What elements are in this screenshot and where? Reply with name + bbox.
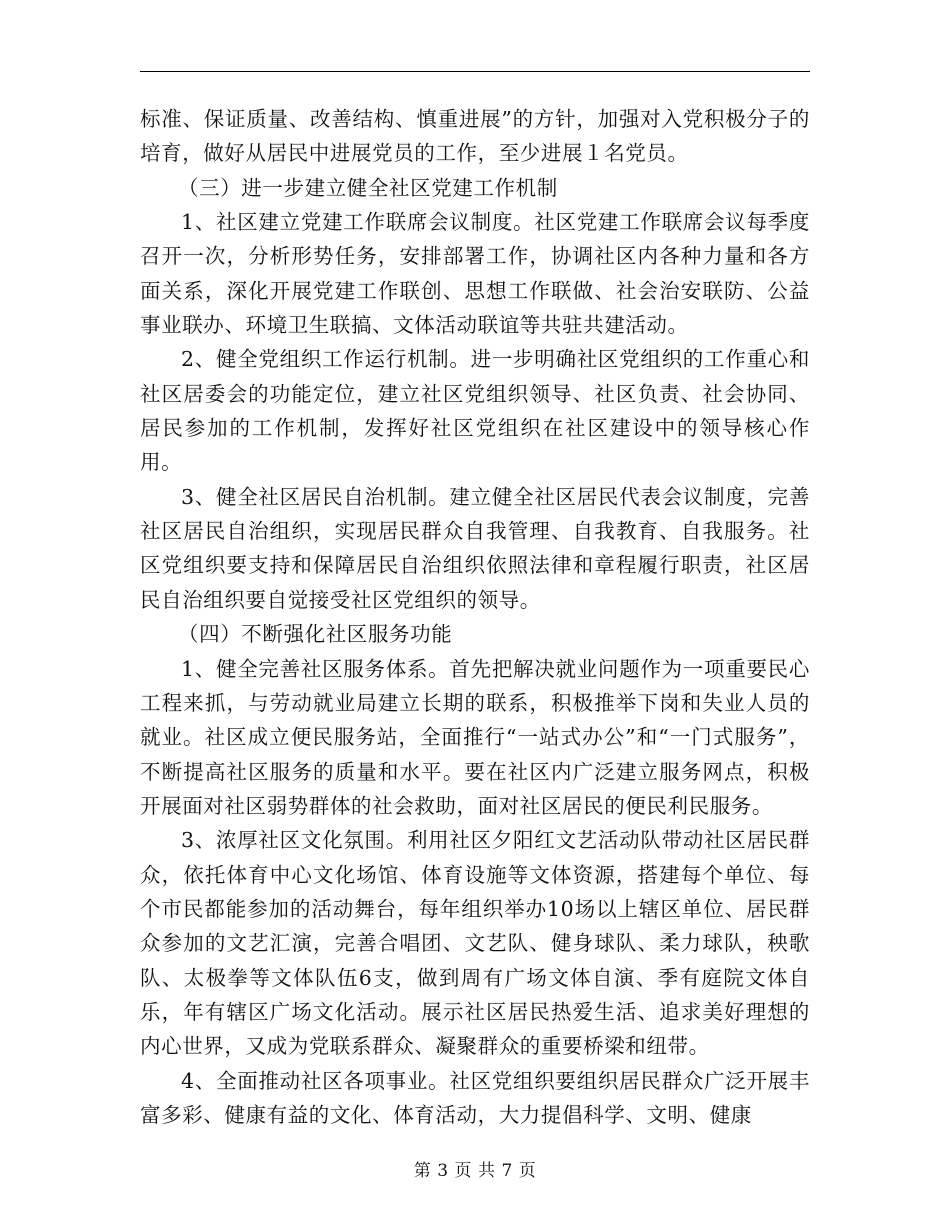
section-heading-three: （三）进一步建立健全社区党建工作机制 [178,175,558,200]
page-number-current: 3 [437,1161,449,1181]
footer-prefix: 第 [413,1161,432,1181]
footer-middle: 页 共 [454,1161,496,1181]
paragraph-item-3: 3、健全社区居民自治机制。建立健全社区居民代表会议制度，完善社区居民自治组织，实现居民群众自我管理、自我教育、自我服务。社区党组织要支持和保障居民自治组织依照法律和章程履行职责，社区居民自治组织要自觉接受社区党组织的领导。 [140,484,810,612]
page-number-total: 7 [501,1161,513,1181]
paragraph-continued: 标准、保证质量、改善结构、慎重进展”的方针，加强对入党积极分子的培育，做好从居民中进展党员的工作，至少进展１名党员。 [140,107,810,166]
paragraph-service-1: 1、健全完善社区服务体系。首先把解决就业问题作为一项重要民心工程来抓，与劳动就业局建立长期的联系，积极推举下岗和失业人员的就业。社区成立便民服务站，全面推行“一站式办公”和“一门式服务”，不断提高社区服务的质量和水平。要在社区内广泛建立服务网点，积极开展面对社区弱势群体的社会救助，面对社区居民的便民利民服务。 [140,656,810,818]
header-rule [140,71,810,72]
paragraph-item-2: 2、健全党组织工作运行机制。进一步明确社区党组织的工作重心和社区居委会的功能定位，建立社区党组织领导、社区负责、社会协同、居民参加的工作机制，发挥好社区党组织在社区建设中的领导核心作用。 [140,347,810,475]
paragraph-service-4: 4、全面推动社区各项事业。社区党组织要组织居民群众广泛开展丰富多彩、健康有益的文化、体育活动，大力提倡科学、文明、健康 [140,1068,810,1127]
page-footer [0,1156,950,1181]
paragraph-service-3: 3、浓厚社区文化氛围。利用社区夕阳红文艺活动队带动社区居民群众，依托体育中心文化场馆、体育设施等文体资源，搭建每个单位、每个市民都能参加的活动舞台，每年组织举办10场以上辖区单位、居民群众参加的文艺汇演，完善合唱团、文艺队、健身球队、柔力球队，秧歌队、太极拳等文体队伍6支，做到周有广场文体自演、季有庭院文体自乐，年有辖区广场文化活动。展示社区居民热爱生活、追求美好理想的内心世界，又成为党联系群众、凝聚群众的重要桥梁和纽带。 [140,828,810,1059]
footer-suffix: 页 [518,1161,537,1181]
document-body [140,102,810,1132]
paragraph-item-1: 1、社区建立党建工作联席会议制度。社区党建工作联席会议每季度召开一次，分析形势任务，安排部署工作，协调社区内各种力量和各方面关系，深化开展党建工作联创、思想工作联做、社会治安联防、公益事业联办、环境卫生联搞、文体活动联谊等共驻共建活动。 [140,210,810,338]
section-heading-four: （四）不断强化社区服务功能 [178,622,453,647]
